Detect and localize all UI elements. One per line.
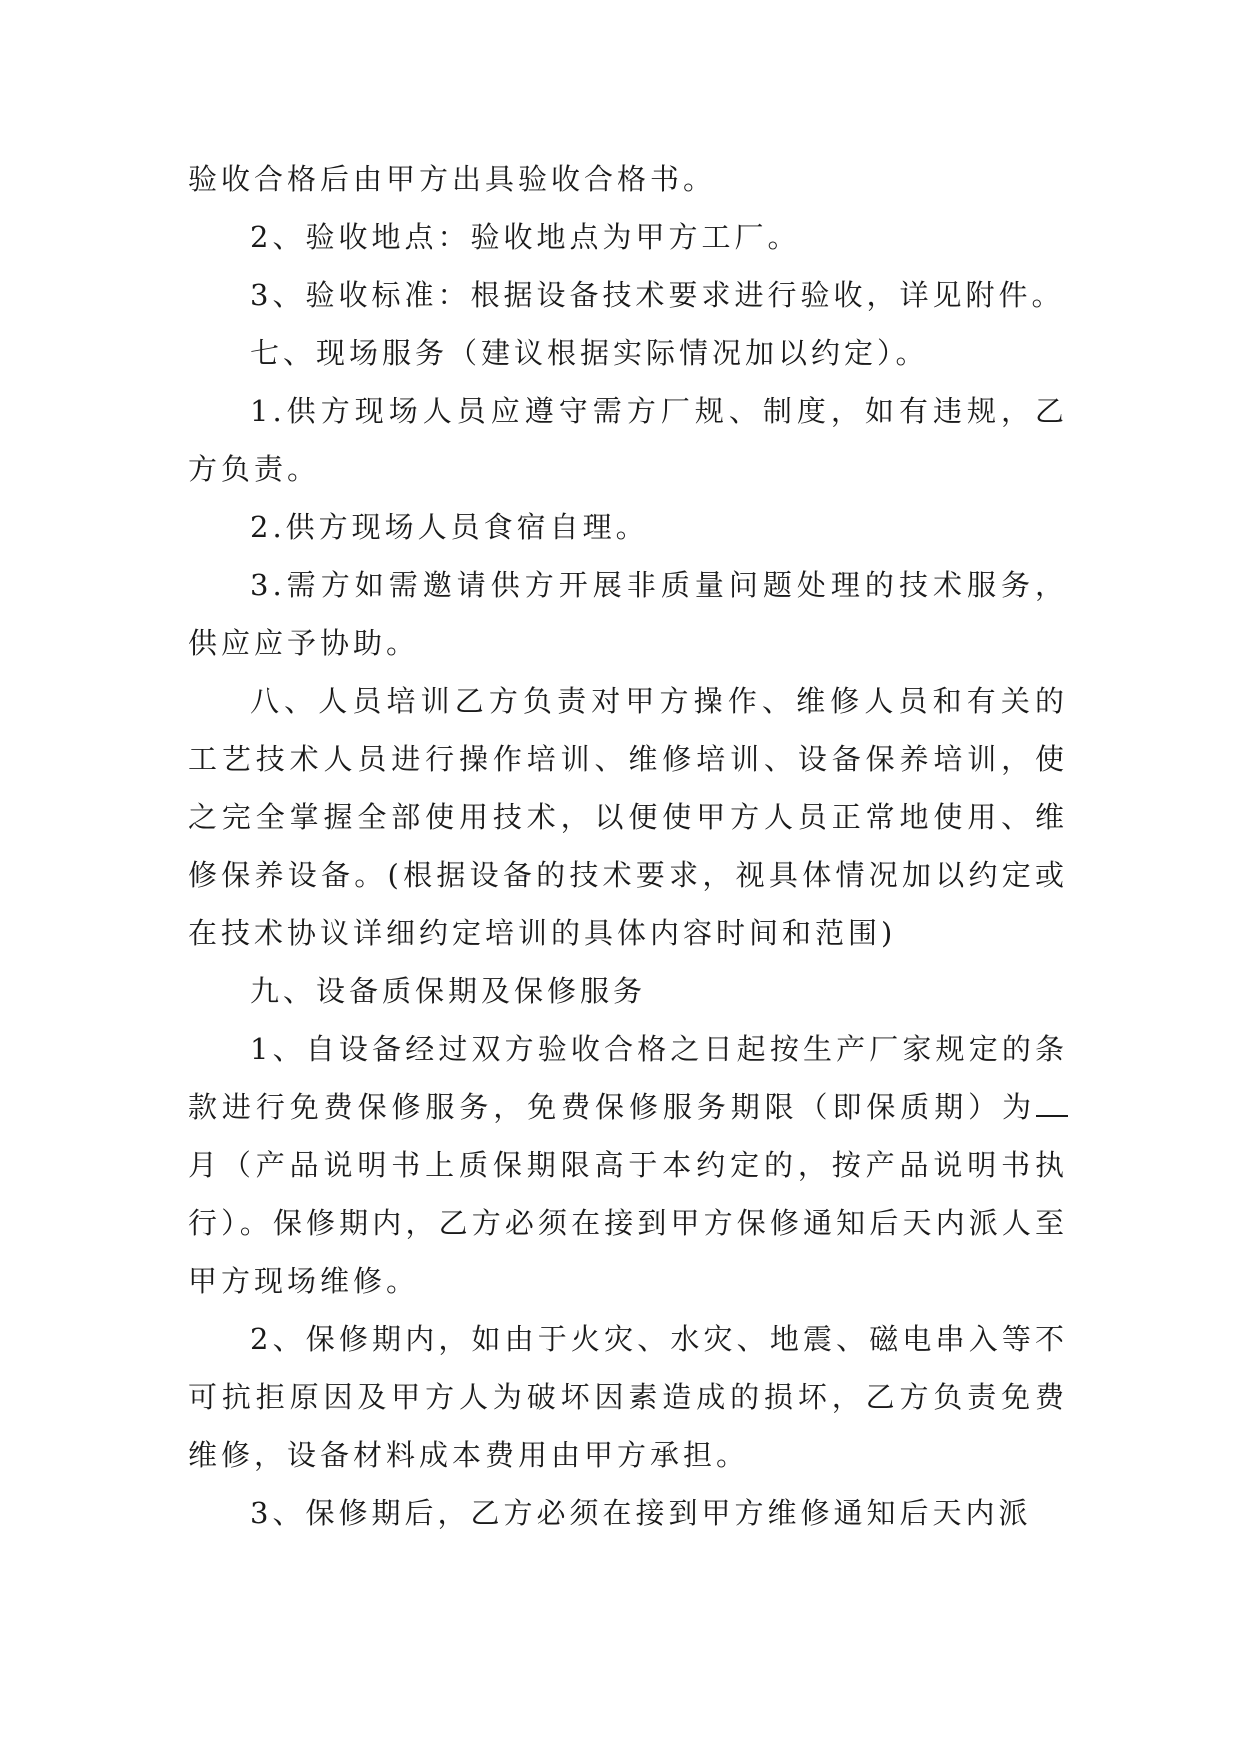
paragraph-acceptance-location: 2、验收地点：验收地点为甲方工厂。 [250,220,801,254]
paragraph-acceptance-certificate: 验收合格后由甲方出具验收合格书。 [188,162,717,196]
paragraph-onsite-board: 2.供方现场人员食宿自理。 [250,510,649,544]
section-personnel-training: 八、人员培训乙方负责对甲方操作、维修人员和有关的工艺技术人员进行操作培训、维修培训、设备保养培训，使之完全掌握全部使用技术，以便使甲方人员正常地使用、维修保养设备。(根据设备的技术要求，视具体情况加以约定或在技术协议详细约定培训的具体内容时间和范围) [188,684,1068,950]
warranty-text-before-blank: 1、自设备经过双方验收合格之日起按生产厂家规定的条款进行免费保修服务，免费保修服务期限（即保质期）为 [188,1032,1068,1124]
section-heading-warranty: 九、设备质保期及保修服务 [250,974,647,1008]
section-heading-onsite-service: 七、现场服务（建议根据实际情况加以约定）。 [250,336,929,370]
document-body [188,150,1068,1542]
paragraph-acceptance-standard: 3、验收标准：根据设备技术要求进行验收，详见附件。 [250,278,1065,312]
paragraph-force-majeure: 2、保修期内，如由于火灾、水灾、地震、磁电串入等不可抗拒原因及甲方人为破坏因素造成的损坏，乙方负责免费维修，设备材料成本费用由甲方承担。 [188,1322,1068,1472]
paragraph-warranty-period [188,1020,1068,1310]
paragraph-onsite-rules: 1.供方现场人员应遵守需方厂规、制度，如有违规，乙方负责。 [188,394,1068,486]
warranty-text-after-blank: 月（产品说明书上质保期限高于本约定的，按产品说明书执行）。保修期内，乙方必须在接到甲方保修通知后天内派人至甲方现场维修。 [188,1148,1068,1298]
paragraph-technical-service: 3.需方如需邀请供方开展非质量问题处理的技术服务，供应应予协助。 [188,568,1068,660]
paragraph-post-warranty: 3、保修期后，乙方必须在接到甲方维修通知后天内派 [250,1496,1032,1530]
warranty-months-blank [1036,1091,1068,1117]
